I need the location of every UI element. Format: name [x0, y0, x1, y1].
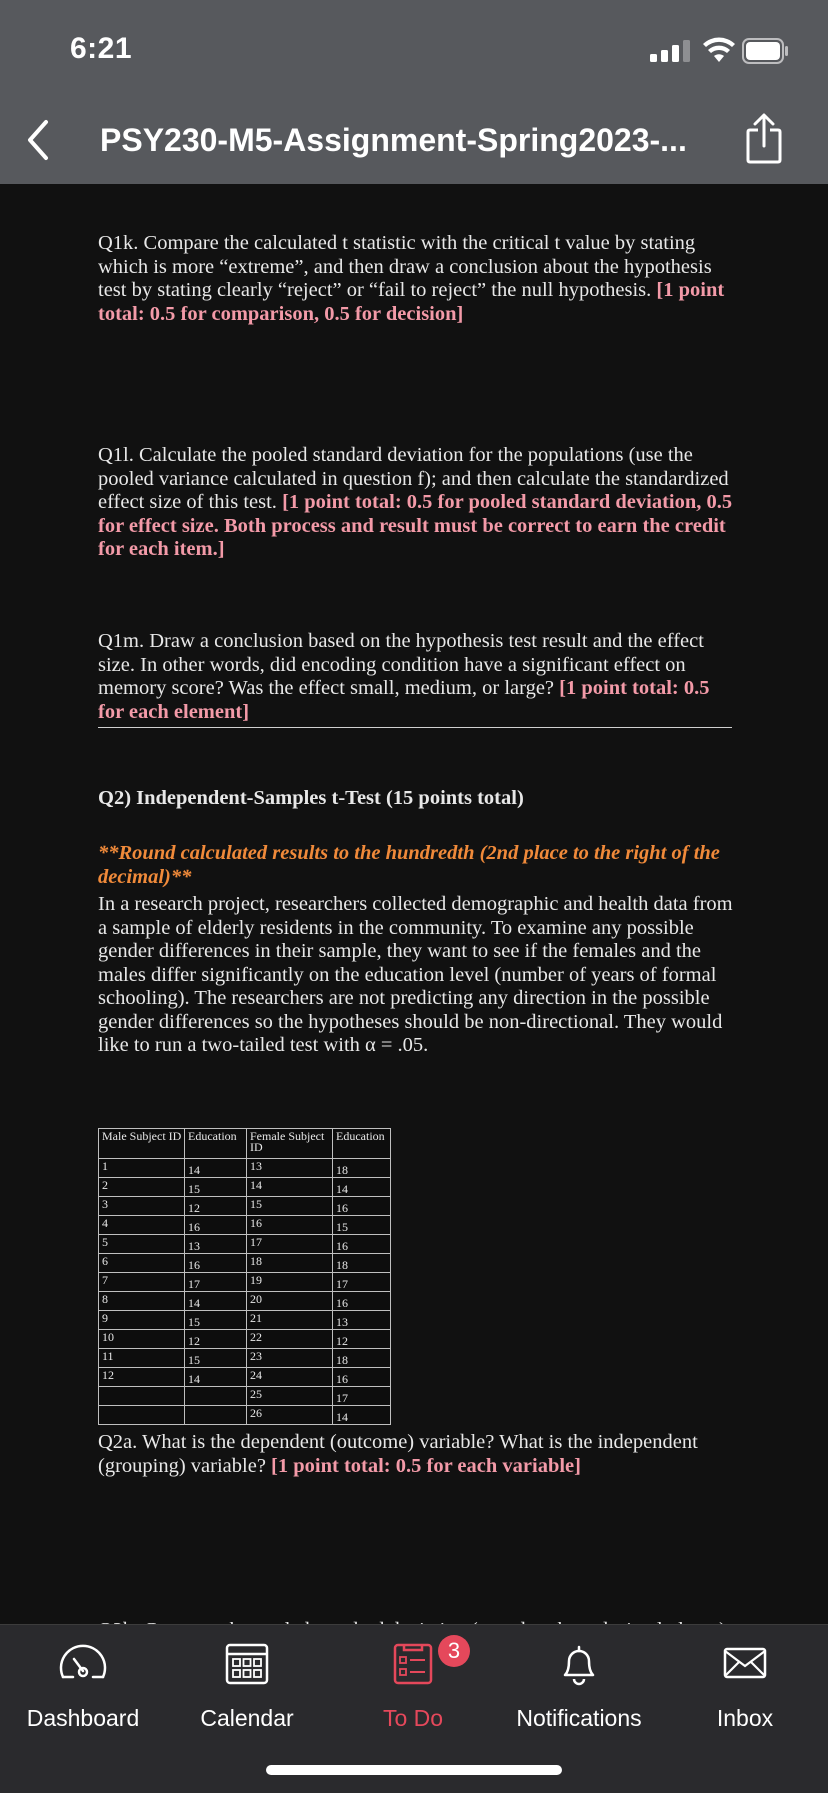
table-cell: 22 [247, 1330, 333, 1349]
table-cell: 15 [185, 1178, 247, 1197]
table-cell: 15 [333, 1216, 391, 1235]
table-cell: 11 [99, 1349, 185, 1368]
table-header: Education [185, 1129, 247, 1159]
calendar-icon [221, 1641, 273, 1685]
back-chevron-icon[interactable] [22, 116, 52, 164]
table-cell: 14 [185, 1292, 247, 1311]
table-cell: 17 [333, 1387, 391, 1406]
question-q1l [98, 444, 738, 562]
table-row [99, 1406, 391, 1425]
table-row [99, 1216, 391, 1235]
tab-inbox[interactable] [670, 1625, 820, 1735]
education-table [98, 1128, 391, 1425]
table-cell: 3 [99, 1197, 185, 1216]
table-row [99, 1273, 391, 1292]
table-cell: 14 [333, 1406, 391, 1425]
tab-label: Notifications [516, 1705, 642, 1731]
table-row [99, 1178, 391, 1197]
table-header: Female Subject ID [247, 1129, 333, 1159]
table-cell: 16 [333, 1292, 391, 1311]
document-viewer[interactable] [0, 184, 828, 1624]
question-q2a [98, 1431, 738, 1478]
question-q1m [98, 630, 738, 724]
table-cell: 16 [185, 1254, 247, 1273]
table-cell: 17 [247, 1235, 333, 1254]
table-cell: 15 [185, 1311, 247, 1330]
table-cell: 18 [333, 1349, 391, 1368]
tab-label: Calendar [200, 1705, 294, 1731]
bell-icon [553, 1641, 605, 1685]
q2-round-note: **Round calculated results to the hundredth (2nd place to the right of the decimal)** [98, 842, 720, 888]
todo-count-badge: 3 [438, 1635, 470, 1667]
table-cell: 14 [185, 1159, 247, 1178]
q2-heading: Q2) Independent-Samples t-Test (15 points total) [98, 787, 524, 809]
tab-dashboard[interactable] [8, 1625, 158, 1735]
table-cell: 23 [247, 1349, 333, 1368]
battery-icon [742, 38, 790, 64]
table-cell: 16 [333, 1197, 391, 1216]
table-cell: 14 [247, 1178, 333, 1197]
table-row [99, 1349, 391, 1368]
status-time: 6:21 [70, 32, 133, 65]
dashboard-gauge-icon [57, 1641, 109, 1685]
todo-list-icon [387, 1641, 439, 1685]
table-cell: 4 [99, 1216, 185, 1235]
table-cell: 21 [247, 1311, 333, 1330]
q2a-text: Q2a. What is the dependent (outcome) variable? What is the independent (grouping) variable? [98, 1431, 698, 1477]
table-cell: 15 [247, 1197, 333, 1216]
table-cell: 26 [247, 1406, 333, 1425]
tab-calendar[interactable] [172, 1625, 322, 1735]
table-row [99, 1197, 391, 1216]
table-cell: 17 [185, 1273, 247, 1292]
table-cell: 12 [99, 1368, 185, 1387]
table-row [99, 1368, 391, 1387]
tab-label: To Do [382, 1705, 444, 1731]
table-cell: 15 [185, 1349, 247, 1368]
status-bar [0, 0, 828, 100]
table-cell [99, 1387, 185, 1406]
q2a-points: [1 point total: 0.5 for each variable] [271, 1454, 581, 1477]
nav-bar [0, 100, 828, 184]
table-cell: 10 [99, 1330, 185, 1349]
section-underline [98, 727, 732, 728]
table-cell: 24 [247, 1368, 333, 1387]
mail-icon [719, 1641, 771, 1685]
table-row [99, 1235, 391, 1254]
table-cell: 16 [185, 1216, 247, 1235]
question-q1k [98, 232, 738, 326]
table-cell: 9 [99, 1311, 185, 1330]
table-cell: 12 [333, 1330, 391, 1349]
home-indicator[interactable] [266, 1765, 562, 1775]
q1m-points: [1 point total: 0.5 for each element] [98, 677, 710, 723]
table-cell: 18 [333, 1254, 391, 1273]
tab-notifications[interactable] [504, 1625, 654, 1735]
table-header: Education [333, 1129, 391, 1159]
table-cell: 13 [185, 1235, 247, 1254]
table-cell: 8 [99, 1292, 185, 1311]
table-row [99, 1292, 391, 1311]
table-cell: 18 [247, 1254, 333, 1273]
q1l-points: [1 point total: 0.5 for pooled standard deviation, 0.5 for effect size. Both process and result must be correct to earn the credit for each item.] [98, 491, 733, 560]
table-cell: 1 [99, 1159, 185, 1178]
table-cell: 13 [333, 1311, 391, 1330]
table-cell: 16 [333, 1235, 391, 1254]
table-cell: 20 [247, 1292, 333, 1311]
q1l-text: Q1l. Calculate the pooled standard deviation for the populations (use the pooled variance calculated in question f); and then calculate the standardized effect size of this test. [98, 444, 729, 513]
table-cell: 25 [247, 1387, 333, 1406]
table-row [99, 1311, 391, 1330]
table-cell: 13 [247, 1159, 333, 1178]
table-cell: 16 [247, 1216, 333, 1235]
table-cell [185, 1387, 247, 1406]
tab-label: Dashboard [26, 1705, 140, 1731]
table-header-row [99, 1129, 391, 1159]
table-cell: 14 [185, 1368, 247, 1387]
table-cell: 14 [333, 1178, 391, 1197]
cellular-signal-icon [650, 40, 694, 62]
table-cell: 2 [99, 1178, 185, 1197]
table-cell: 19 [247, 1273, 333, 1292]
share-icon[interactable] [744, 112, 784, 166]
table-header: Male Subject ID [99, 1129, 185, 1159]
table-row [99, 1387, 391, 1406]
table-cell: 12 [185, 1330, 247, 1349]
table-row [99, 1159, 391, 1178]
q1m-text: Q1m. Draw a conclusion based on the hypothesis test result and the effect size. In other words, did encoding condition have a significant effect on memory score? Was the effect small, medium, or large? [98, 630, 704, 699]
tab-label: Inbox [716, 1705, 774, 1731]
document-title: PSY230-M5-Assignment-Spring2023-... [100, 122, 687, 158]
table-row [99, 1330, 391, 1349]
table-row [99, 1254, 391, 1273]
table-cell: 12 [185, 1197, 247, 1216]
table-cell [99, 1406, 185, 1425]
q1k-points: [1 point total: 0.5 for comparison, 0.5 for decision] [98, 279, 725, 325]
table-cell: 6 [99, 1254, 185, 1273]
table-cell: 7 [99, 1273, 185, 1292]
q1k-text: Q1k. Compare the calculated t statistic with the critical t value by stating which is more “extreme”, and then draw a conclusion about the hypothesis test by stating clearly “reject” or “fail to reject” the null hypothesis. [98, 232, 712, 301]
table-cell: 5 [99, 1235, 185, 1254]
table-cell: 18 [333, 1159, 391, 1178]
wifi-icon [702, 36, 736, 64]
table-cell [185, 1406, 247, 1425]
table-cell: 17 [333, 1273, 391, 1292]
q2-body: In a research project, researchers collected demographic and health data from a sample of elderly residents in the community. To examine any possible gender differences in their sample, they want to see if the females and the males differ significantly on the education level (number of years of formal schooling). The researchers are not predicting any direction in the possible gender differences so the hypotheses should be non-directional. They would like to run a two-tailed test with α = .05. [98, 893, 733, 1056]
table-cell: 16 [333, 1368, 391, 1387]
